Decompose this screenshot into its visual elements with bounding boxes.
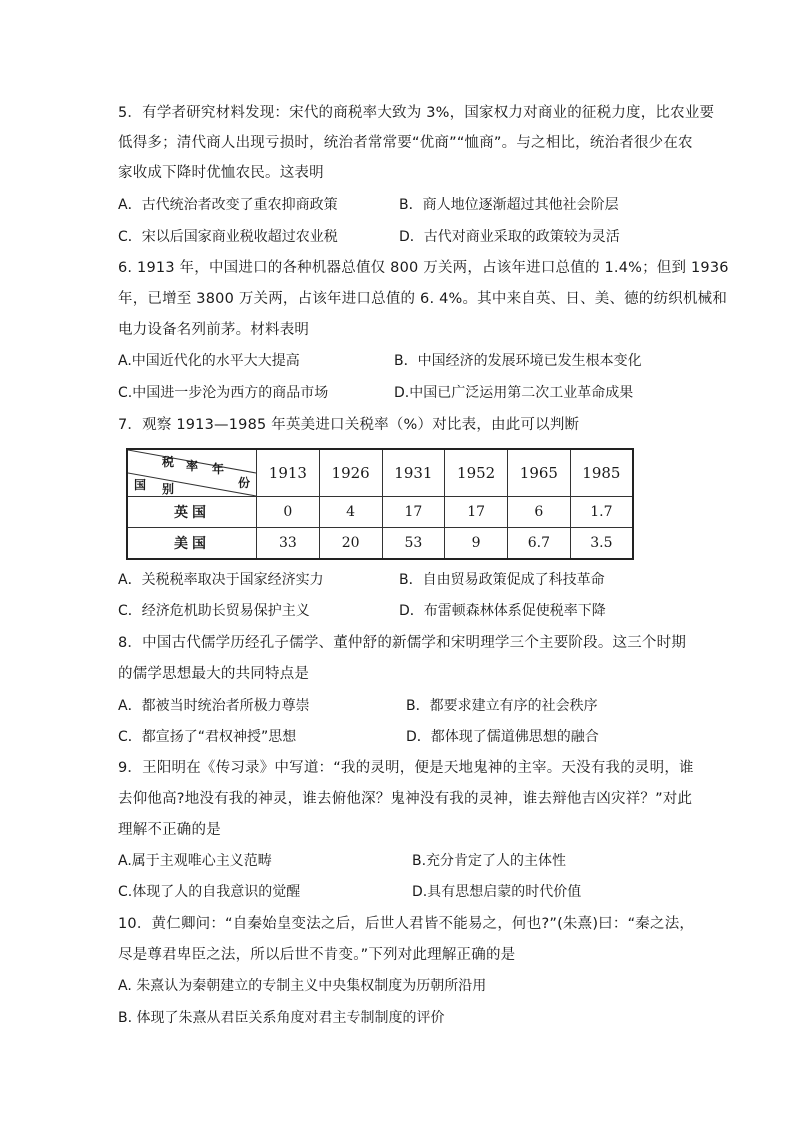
table-cell: 9 xyxy=(445,528,508,560)
q8-stem-line-2: 的儒学思想最大的共同特点是 xyxy=(118,666,310,682)
q8-stem-line-1: 8．中国古代儒学历经孔子儒学、董仲舒的新儒学和宋明理学三个主要阶段。这三个时期 xyxy=(118,635,687,651)
corner-word: 份 xyxy=(238,476,251,490)
corner-word: 税 xyxy=(162,455,175,469)
q10-stem-line-1: 10．黄仁卿问：“自秦始皇变法之后，后世人君皆不能易之，何也?”(朱熹)曰：“秦之法， xyxy=(118,916,695,932)
q6-option-c: C.中国进一步沦为西方的商品市场 xyxy=(118,385,329,401)
q5-stem-line-3: 家收成下降时优恤农民。这表明 xyxy=(118,165,324,181)
row-label-uk: 英国 xyxy=(127,497,257,528)
q9-option-c: C.体现了人的自我意识的觉醒 xyxy=(118,884,301,900)
table-corner-cell xyxy=(127,449,257,497)
q6-option-d: D.中国已广泛运用第二次工业革命成果 xyxy=(394,385,634,401)
table-cell: 4 xyxy=(319,497,382,528)
corner-word: 别 xyxy=(162,482,175,496)
q10-option-b: B. 体现了朱熹从君臣关系角度对君主专制制度的评价 xyxy=(118,1010,445,1026)
q9-stem-line-1: 9．王阳明在《传习录》中写道：“我的灵明，便是天地鬼神的主宰。天没有我的灵明，谁 xyxy=(118,760,694,776)
table-cell: 53 xyxy=(382,528,445,560)
year-header: 1926 xyxy=(319,449,382,497)
corner-word: 国 xyxy=(134,478,147,492)
q8-option-a: A．都被当时统治者所极力尊崇 xyxy=(118,698,310,714)
q5-option-c: C．宋以后国家商业税收超过农业税 xyxy=(118,229,338,245)
corner-word: 率 xyxy=(186,459,199,473)
table-cell: 33 xyxy=(257,528,320,560)
table-row xyxy=(127,497,633,528)
table-cell: 1.7 xyxy=(570,497,633,528)
q7-option-b: B．自由贸易政策促成了科技革命 xyxy=(399,572,605,588)
tariff-rate-table xyxy=(126,448,634,560)
q6-option-a: A.中国近代化的水平大大提高 xyxy=(118,353,300,369)
year-header: 1952 xyxy=(445,449,508,497)
year-header: 1985 xyxy=(570,449,633,497)
q9-stem-line-2: 去仰他高?地没有我的神灵，谁去俯他深？鬼神没有我的灵神，谁去辩他吉凶灾祥？”对此 xyxy=(118,791,693,807)
table-cell: 17 xyxy=(382,497,445,528)
q7-stem-line-1: 7．观察 1913—1985 年英美进口关税率（%）对比表，由此可以判断 xyxy=(118,417,580,433)
q9-option-d: D.具有思想启蒙的时代价值 xyxy=(412,884,582,900)
q7-option-a: A．关税税率取决于国家经济实力 xyxy=(118,572,324,588)
q5-option-d: D．古代对商业采取的政策较为灵活 xyxy=(399,229,620,245)
q9-option-b: B.充分肯定了人的主体性 xyxy=(412,853,567,869)
table-cell: 6 xyxy=(508,497,571,528)
corner-word: 年 xyxy=(212,462,225,476)
table-row xyxy=(127,528,633,560)
q8-option-c: C．都宣扬了“君权神授”思想 xyxy=(118,729,297,745)
q5-option-b: B．商人地位逐渐超过其他社会阶层 xyxy=(399,197,619,213)
table-cell: 3.5 xyxy=(570,528,633,560)
q10-option-a: A. 朱熹认为秦朝建立的专制主义中央集权制度为历朝所沿用 xyxy=(118,978,487,994)
q10-stem-line-2: 尽是尊君卑臣之法，所以后世不肯变。”下列对此理解正确的是 xyxy=(118,947,516,963)
q8-option-b: B．都要求建立有序的社会秩序 xyxy=(406,698,598,714)
year-header: 1965 xyxy=(508,449,571,497)
q6-option-b: B．中国经济的发展环境已发生根本变化 xyxy=(394,353,642,369)
q6-stem-line-1: 6. 1913 年，中国进口的各种机器总值仅 800 万关两，占该年进口总值的 1.4%；但到 1936 xyxy=(118,260,729,276)
q5-stem-line-1: 5．有学者研究材料发现：宋代的商税率大致为 3%，国家权力对商业的征税力度，比农业要 xyxy=(118,105,715,121)
q5-option-a: A．古代统治者改变了重农抑商政策 xyxy=(118,197,338,213)
table-header-row xyxy=(127,449,633,497)
year-header: 1913 xyxy=(257,449,320,497)
table-cell: 17 xyxy=(445,497,508,528)
q6-stem-line-3: 电力设备名列前茅。材料表明 xyxy=(118,322,310,338)
q7-option-c: C．经济危机助长贸易保护主义 xyxy=(118,603,310,619)
row-label-us: 美国 xyxy=(127,528,257,560)
q7-option-d: D．布雷顿森林体系促使税率下降 xyxy=(399,603,606,619)
q8-option-d: D．都体现了儒道佛思想的融合 xyxy=(406,729,599,745)
q6-stem-line-2: 年，已增至 3800 万关两，占该年进口总值的 6. 4%。其中来自英、日、美、德的纺织机械和 xyxy=(118,291,728,307)
table-cell: 20 xyxy=(319,528,382,560)
table-cell: 6.7 xyxy=(508,528,571,560)
table-cell: 0 xyxy=(257,497,320,528)
q5-stem-line-2: 低得多；清代商人出现亏损时，统治者常常要“优商”“恤商”。与之相比，统治者很少在农 xyxy=(118,135,693,151)
q9-stem-line-3: 理解不正确的是 xyxy=(118,822,221,838)
year-header: 1931 xyxy=(382,449,445,497)
q9-option-a: A.属于主观唯心主义范畴 xyxy=(118,853,272,869)
